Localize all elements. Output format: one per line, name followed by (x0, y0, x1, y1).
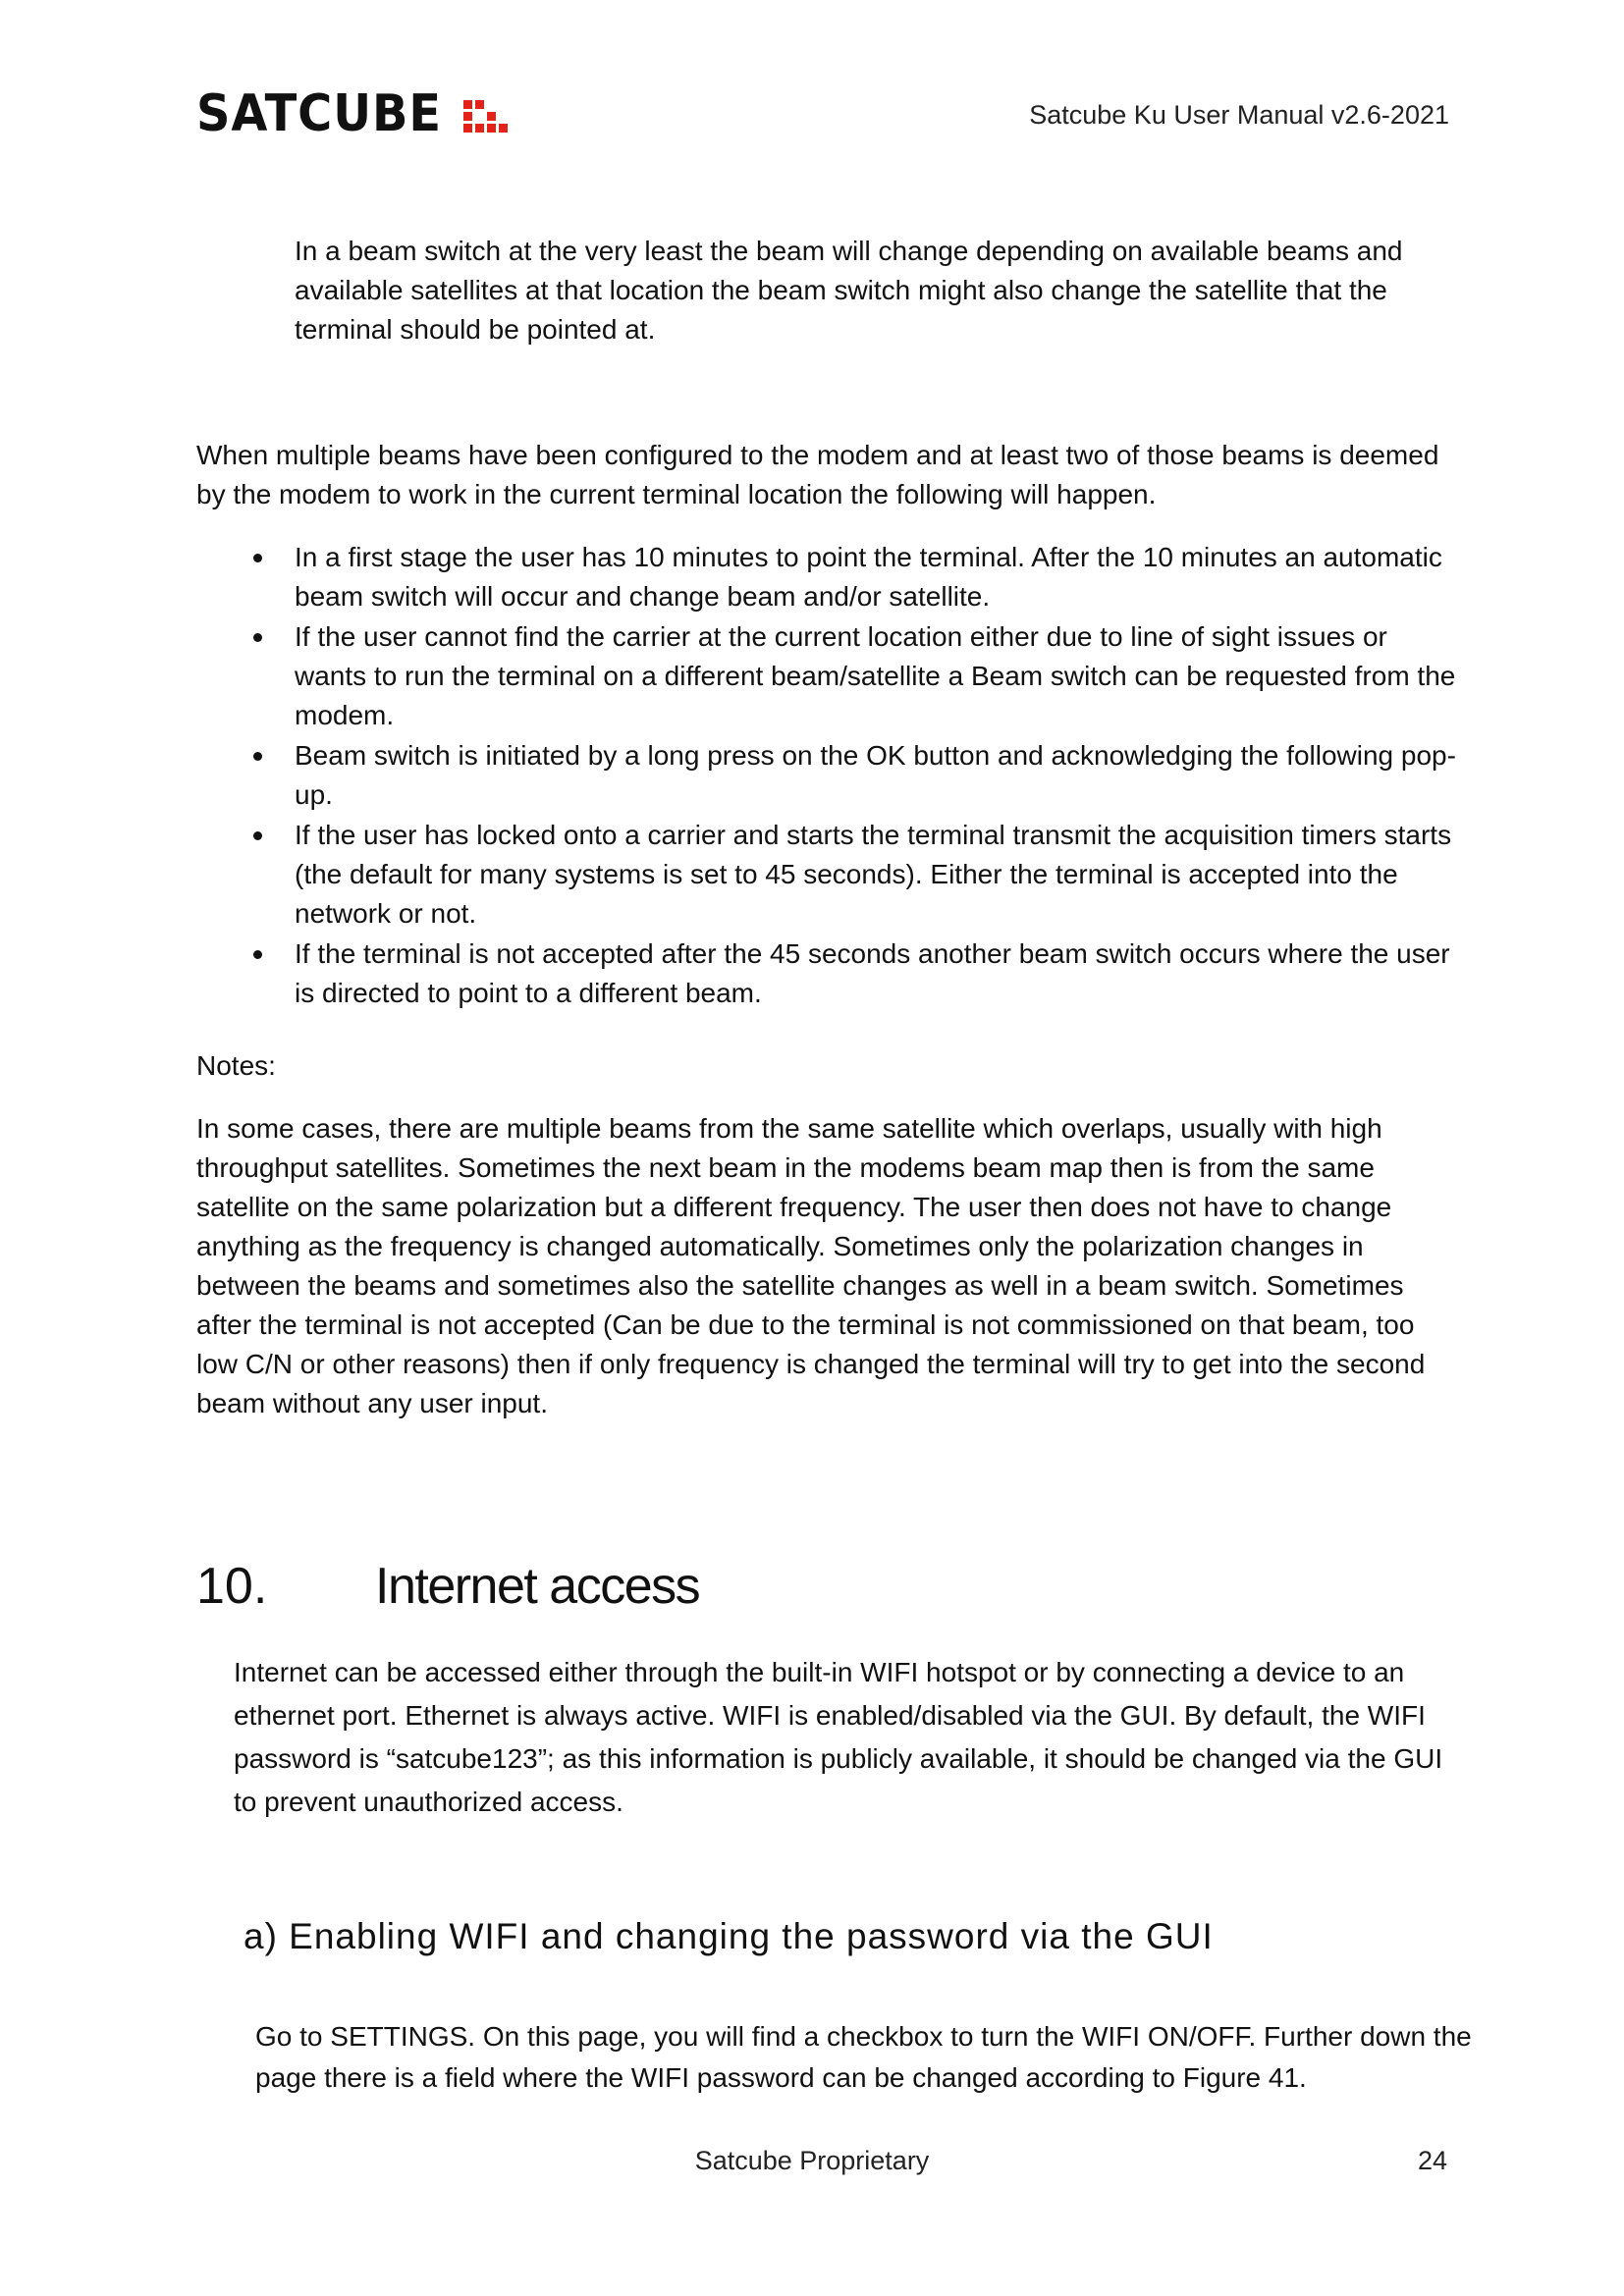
beam-switch-note: In a beam switch at the very least the beam will change depending on available beams and available satellites at that location the beam switch might also change the satellite that the terminal should be pointed at. (295, 236, 1403, 345)
notes-label: Notes: (196, 1050, 276, 1081)
subsection-heading: a) Enabling WIFI and changing the password via the GUI (244, 1916, 1214, 1956)
internet-access-paragraph: Internet can be accessed either through the built-in WIFI hotspot or by connecting a device to an ethernet port. Ethernet is always active. WIFI is enabled/disabled via the GUI. By default, the WIFI password is “satcube123”; as this information is publicly available, it should be changed via the GUI to prevent unauthorized access. (234, 1657, 1443, 1817)
document-title: Satcube Ku User Manual v2.6-2021 (1029, 100, 1449, 130)
list-item: If the user has locked onto a carrier and starts the terminal transmit the acquisition timers starts (the default for many systems is set to 45 seconds). Either the terminal is accepted into the network or not. (196, 816, 1463, 934)
list-item: Beam switch is initiated by a long press on the OK button and acknowledging the following pop-up. (196, 736, 1463, 815)
notes-paragraph: In some cases, there are multiple beams from the same satellite which overlaps, usually with high throughput satellites. Sometimes the next beam in the modems beam map then is from the same satellite on the same polarization but a different frequency. The user then does not have to change anything as the frequency is changed automatically. Sometimes only the polarization changes in between the beams and sometimes also the satellite changes as well in a beam switch. Sometimes after the terminal is not accepted (Can be due to the terminal is not commissioned on that beam, too low C/N or other reasons) then if only frequency is changed the terminal will try to get into the second beam without any user input. (196, 1113, 1426, 1418)
beam-switch-steps-list (196, 538, 1463, 1014)
logo-dots-icon (463, 100, 508, 133)
satcube-logo (196, 84, 508, 143)
list-item: In a first stage the user has 10 minutes to point the terminal. After the 10 minutes an automatic beam switch will occur and change beam and/or satellite. (196, 538, 1463, 616)
logo-wordmark: SATCUBE (196, 84, 442, 143)
multiple-beams-intro: When multiple beams have been configured to the modem and at least two of those beams is deemed by the modem to work in the current terminal location the following will happen. (196, 440, 1439, 509)
list-item: If the user cannot find the carrier at the current location either due to line of sight issues or wants to run the terminal on a different beam/satellite a Beam switch can be requested from the modem. (196, 617, 1463, 735)
section-number: 10. (196, 1558, 268, 1615)
page-number: 24 (1417, 2146, 1447, 2175)
section-title: Internet access (375, 1558, 700, 1615)
list-item: If the terminal is not accepted after the 45 seconds another beam switch occurs where the user is directed to point to a different beam. (196, 934, 1463, 1013)
settings-instructions-paragraph: Go to SETTINGS. On this page, you will find a checkbox to turn the WIFI ON/OFF. Further down the page there is a field where the WIFI password can be changed according to Figure 41. (255, 2021, 1472, 2093)
footer-proprietary: Satcube Proprietary (694, 2146, 930, 2175)
